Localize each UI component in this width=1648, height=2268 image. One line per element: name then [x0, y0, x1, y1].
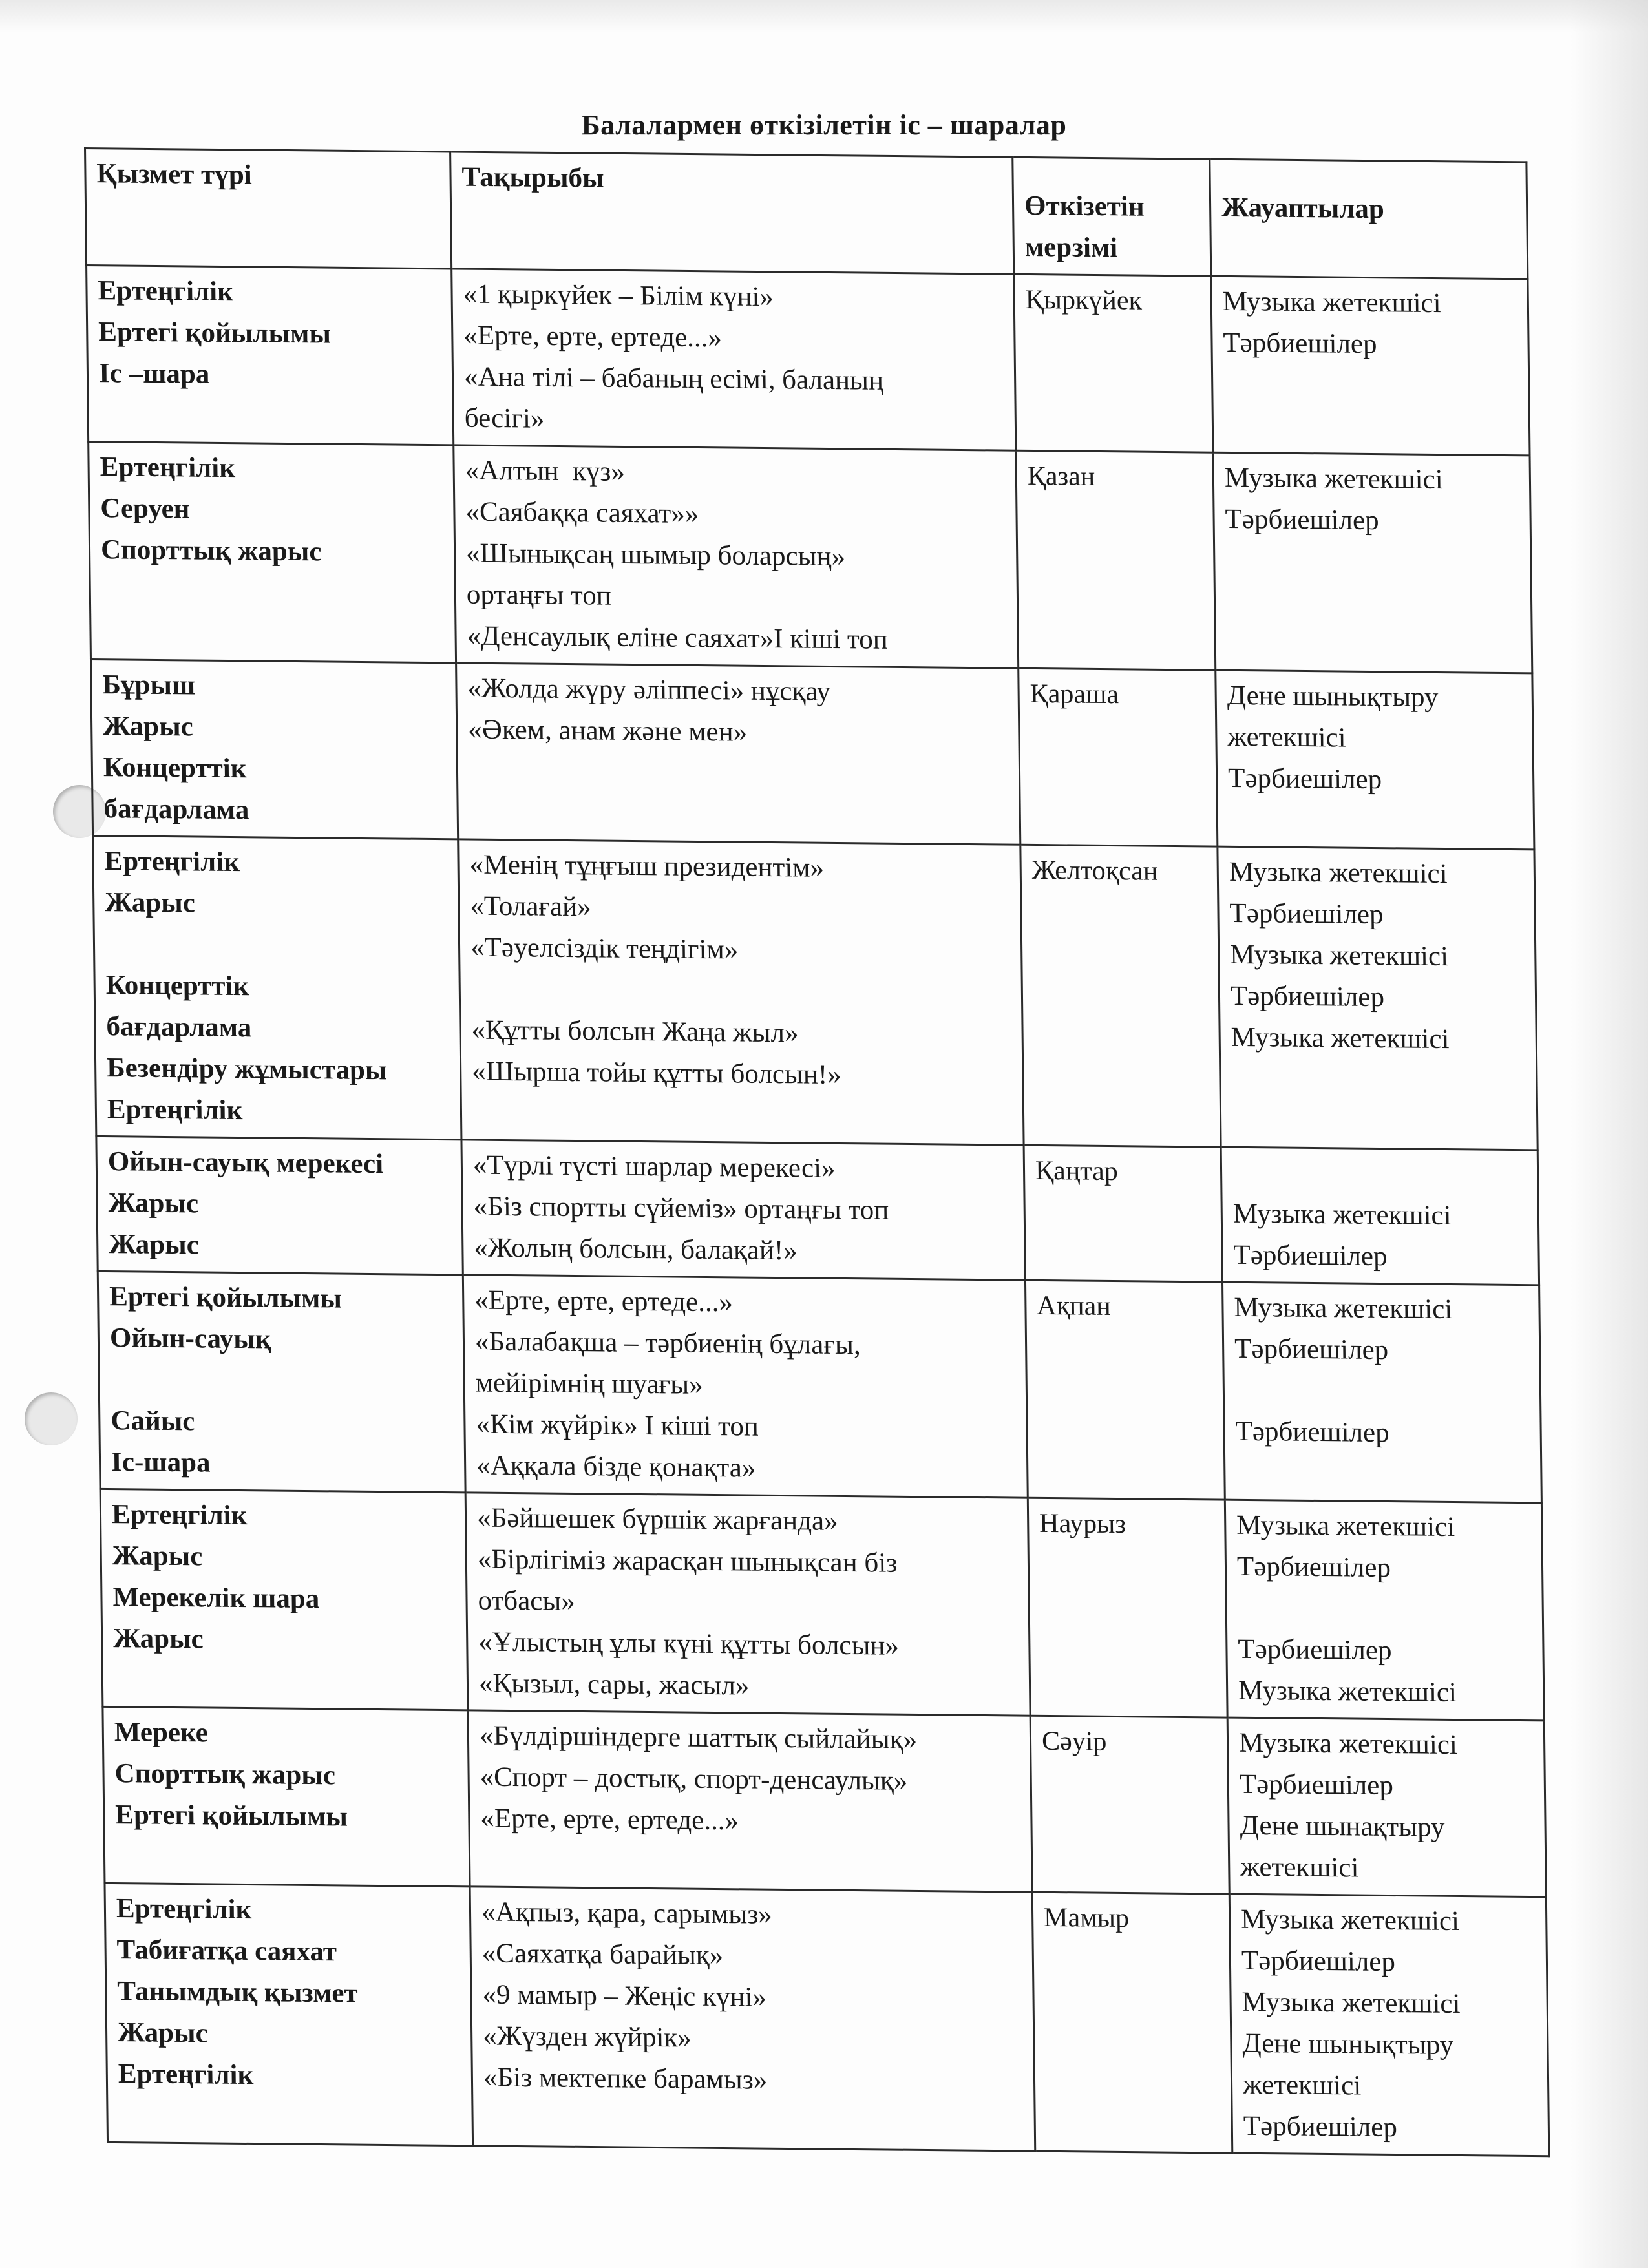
- responsible-line: Дене шынықтыру: [1227, 680, 1439, 713]
- header-responsible: [1210, 159, 1528, 279]
- responsible-line: Музыка жетекшісі: [1240, 1904, 1460, 1937]
- responsible-line: жетекшісі: [1240, 1851, 1359, 1884]
- activity-type-line: Ертеңгілік: [118, 2059, 254, 2091]
- activity-type-line: Жарыс: [117, 2017, 208, 2049]
- month-label: Қараша: [1030, 678, 1119, 710]
- scan-top-shadow: [0, 0, 1648, 32]
- topic-line: «Ақпыз, қара, сарымыз»: [481, 1896, 772, 1930]
- activity-types-cell: [96, 1136, 463, 1274]
- topics-cell: [456, 663, 1020, 845]
- topics-cell: [461, 1140, 1026, 1280]
- topic-line: «Әкем, анам және мен»: [467, 714, 748, 748]
- events-table-wrapper: [84, 147, 1548, 2157]
- activity-types-cell: [93, 835, 461, 1139]
- topic-line: «Жолда жүру әліппесі» нұсқау: [467, 673, 831, 707]
- responsible-line: Музыка жетекшісі: [1238, 1727, 1458, 1761]
- activity-type-line: Ертегі қойылымы: [109, 1281, 343, 1314]
- topic-line: «Ұлыстың ұлы күні құтты болсын»: [478, 1626, 900, 1661]
- header-topic: Тақырыбы: [450, 152, 1014, 274]
- topic-line: «Қызыл, сары, жасыл»: [478, 1668, 750, 1701]
- table-row: [105, 1883, 1549, 2156]
- table-row: [87, 266, 1530, 456]
- topic-line: «Менің тұңғыш президентім»: [469, 849, 825, 883]
- responsible-cell: [1227, 1717, 1546, 1897]
- activity-type-line: Ертеңгілік: [107, 1094, 243, 1126]
- month-label: Қазан: [1027, 461, 1095, 492]
- responsible-line: Тәрбиешілер: [1230, 980, 1385, 1013]
- activity-type-line: Серуен: [100, 493, 190, 525]
- activity-types-cell: [100, 1489, 468, 1710]
- topic-line: «Толағай»: [470, 890, 591, 923]
- activity-type-line: бағдарлама: [103, 793, 249, 826]
- responsible-cell: [1213, 452, 1532, 673]
- responsible-line: Музыка жетекшісі: [1229, 939, 1449, 972]
- activity-type-line: [105, 923, 450, 968]
- month-cell: [1024, 1145, 1222, 1282]
- responsible-line: Музыка жетекшісі: [1232, 1198, 1452, 1232]
- activity-type-line: Ертеңгілік: [111, 1499, 248, 1531]
- header-date-line1: Өткізетін: [1024, 190, 1145, 222]
- topic-line: «Денсаулық еліне саяхат»І кіші топ: [467, 620, 889, 655]
- responsible-line: Музыка жетекшісі: [1238, 1675, 1457, 1708]
- responsible-line: Тәрбиешілер: [1223, 327, 1377, 360]
- topic-line: «Шырша тойы құтты болсын!»: [471, 1056, 841, 1091]
- responsible-line: Музыка жетекшісі: [1234, 1292, 1453, 1325]
- scan-right-edge: [1570, 0, 1648, 2268]
- activity-types-cell: [103, 1706, 470, 1886]
- topic-line: «Спорт – достық, спорт-денсаулық»: [480, 1761, 908, 1796]
- responsible-line: Тәрбиешілер: [1229, 898, 1384, 930]
- topics-cell: [468, 1710, 1032, 1892]
- responsible-line: Тәрбиешілер: [1243, 2110, 1398, 2143]
- table-body: [87, 266, 1549, 2156]
- topics-cell: [458, 839, 1024, 1145]
- header-responsible-label: Жауаптылар: [1221, 192, 1385, 225]
- responsible-line: Музыка жетекшісі: [1229, 856, 1448, 890]
- topic-line: «Шынықсаң шымыр боларсың»: [465, 538, 846, 572]
- topic-line: «Алтын күз»: [465, 455, 626, 487]
- topic-line: «1 қыркүйек – Білім күні»: [463, 278, 774, 313]
- topic-line: «Жолың болсын, балақай!»: [474, 1232, 798, 1266]
- activity-type-line: Ертеңгілік: [100, 452, 236, 484]
- topics-cell: [452, 269, 1016, 450]
- table-row: [103, 1706, 1546, 1896]
- activity-type-line: Ертегі қойылымы: [115, 1800, 348, 1832]
- responsible-line: жетекшісі: [1242, 2069, 1362, 2101]
- activity-type-line: Жарыс: [108, 1229, 200, 1261]
- activity-type-line: Безендіру жұмыстары: [106, 1053, 387, 1086]
- responsible-line: Дене шынақтыру: [1240, 1810, 1445, 1843]
- responsible-line: Музыка жетекшісі: [1222, 286, 1441, 319]
- table-row: [89, 441, 1532, 673]
- activity-type-line: Ертеңгілік: [98, 275, 234, 308]
- activity-type-line: Спорттық жарыс: [114, 1758, 336, 1791]
- month-label: Наурыз: [1039, 1508, 1126, 1540]
- activity-type-line: Танымдық қызмет: [117, 1976, 358, 2009]
- topics-cell: [465, 1493, 1030, 1716]
- activity-type-line: бағдарлама: [106, 1011, 252, 1044]
- table-row: [96, 1136, 1539, 1285]
- responsible-line: [1232, 1152, 1528, 1196]
- topic-line: мейірімнің шуағы»: [475, 1367, 703, 1400]
- table-row: [90, 659, 1534, 849]
- month-cell: [1028, 1498, 1227, 1717]
- activity-type-line: Концерттік: [105, 970, 249, 1002]
- responsible-cell: [1221, 1147, 1539, 1285]
- topic-line: «Ана тілі – бабаның есімі, баланың: [463, 361, 884, 396]
- activity-type-line: Мереке: [114, 1717, 209, 1748]
- topic-line: «Түрлі түсті шарлар мерекесі»: [472, 1150, 836, 1184]
- topic-line: «Бірлігіміз жарасқан шынықсан біз: [477, 1544, 898, 1579]
- responsible-line: Тәрбиешілер: [1238, 1633, 1392, 1666]
- topic-line: «Бүлдіршіндерге шаттық сыйлайық»: [479, 1720, 918, 1755]
- activity-type-line: Ертеңгілік: [116, 1893, 252, 1926]
- responsible-line: Музыка жетекшісі: [1224, 462, 1443, 496]
- topic-line: «Жүзден жүйрік»: [482, 2021, 692, 2053]
- activity-types-cell: [90, 659, 458, 839]
- responsible-line: Тәрбиешілер: [1241, 1945, 1396, 1978]
- month-cell: [1016, 450, 1216, 670]
- topic-line: «Саябаққа саяхат»»: [465, 496, 699, 530]
- activity-types-cell: [98, 1271, 465, 1492]
- topic-line: «Біз мектепке барамыз»: [483, 2062, 768, 2095]
- activity-type-line: Сайыс: [111, 1405, 195, 1437]
- month-cell: [1030, 1716, 1229, 1894]
- activity-type-line: Жарыс: [104, 887, 196, 919]
- responsible-line: Тәрбиешілер: [1227, 762, 1382, 795]
- activity-type-line: Табиғатқа саяхат: [116, 1935, 337, 1968]
- activity-type-line: Концерттік: [103, 752, 247, 784]
- month-label: Ақпан: [1037, 1290, 1112, 1321]
- responsible-line: Дене шынықтыру: [1242, 2028, 1454, 2061]
- responsible-cell: [1223, 1282, 1542, 1503]
- month-cell: [1019, 668, 1218, 846]
- activity-type-line: Спорттық жарыс: [100, 534, 322, 567]
- topic-line: «Біз спортты сүйеміз» ортаңғы топ: [473, 1191, 889, 1226]
- responsible-line: [1237, 1588, 1533, 1632]
- responsible-line: Тәрбиешілер: [1235, 1416, 1389, 1449]
- activity-type-line: [110, 1359, 454, 1403]
- activity-type-line: Жарыс: [108, 1188, 199, 1219]
- topic-line: отбасы»: [478, 1585, 576, 1617]
- table-row: [100, 1489, 1544, 1720]
- topic-line: «Ерте, ерте, ертеде...»: [463, 320, 723, 353]
- topic-line: бесігі»: [464, 403, 545, 434]
- table-header-row: [85, 149, 1528, 279]
- topic-line: «Кім жүйрік» І кіші топ: [476, 1409, 759, 1442]
- responsible-line: Тәрбиешілер: [1234, 1333, 1389, 1366]
- responsible-line: Тәрбиешілер: [1236, 1551, 1391, 1584]
- responsible-line: Тәрбиешілер: [1233, 1239, 1388, 1272]
- month-cell: [1025, 1280, 1225, 1500]
- topic-line: «Балабақша – тәрбиенің бұлағы,: [474, 1326, 861, 1361]
- responsible-cell: [1225, 1500, 1544, 1721]
- topics-cell: [454, 445, 1019, 668]
- topic-line: «Аққала бізде қонақта»: [476, 1450, 756, 1484]
- topics-cell: [463, 1275, 1028, 1498]
- topic-line: «9 мамыр – Жеңіс күні»: [482, 1979, 767, 2013]
- header-date: [1013, 157, 1211, 276]
- activity-type-line: Бұрыш: [102, 669, 196, 701]
- topic-line: «Саяхатқа барайық»: [481, 1938, 724, 1971]
- activity-type-line: Ойын-сауық: [109, 1323, 271, 1355]
- activity-type-line: Ертеңгілік: [104, 846, 240, 878]
- responsible-line: Музыка жетекшісі: [1241, 1986, 1461, 2019]
- table-row: [98, 1271, 1541, 1502]
- activity-type-line: Жарыс: [112, 1623, 204, 1655]
- responsible-line: Музыка жетекшісі: [1231, 1022, 1450, 1055]
- responsible-line: жетекшісі: [1227, 721, 1346, 753]
- responsible-line: Музыка жетекшісі: [1236, 1509, 1455, 1543]
- responsible-cell: [1229, 1894, 1549, 2156]
- activity-type-line: Іс-шара: [111, 1447, 211, 1478]
- topic-line: «Ерте, ерте, ертеде...»: [480, 1803, 739, 1836]
- activity-types-cell: [105, 1883, 473, 2145]
- activity-type-line: Іс –шара: [98, 358, 210, 390]
- month-label: Қыркүйек: [1025, 284, 1143, 316]
- month-label: Сәуір: [1041, 1726, 1107, 1757]
- topic-line: «Тәуелсіздік теңдігім»: [470, 932, 739, 965]
- activity-types-cell: [89, 441, 456, 662]
- responsible-line: Тәрбиешілер: [1239, 1769, 1394, 1801]
- responsible-line: Тәрбиешілер: [1225, 503, 1379, 536]
- responsible-cell: [1211, 276, 1530, 456]
- page-title: Балалармен өткізілетін іс – шаралар: [581, 109, 1067, 141]
- activity-type-line: Мерекелік шара: [112, 1582, 320, 1615]
- topic-line: ортаңғы топ: [466, 579, 612, 611]
- topics-cell: [470, 1887, 1035, 2151]
- responsible-cell: [1216, 670, 1534, 850]
- activity-type-line: Ертегі қойылымы: [98, 317, 332, 350]
- month-cell: [1020, 845, 1221, 1147]
- events-table: [84, 147, 1550, 2157]
- table-row: [93, 835, 1538, 1150]
- responsible-cell: [1218, 846, 1537, 1150]
- month-cell: [1014, 274, 1213, 452]
- activity-types-cell: [87, 266, 454, 445]
- activity-type-line: Жарыс: [112, 1540, 203, 1572]
- month-label: Желтоқсан: [1031, 855, 1158, 887]
- header-type: Қызмет түрі: [85, 149, 452, 269]
- activity-type-line: Жарыс: [102, 711, 193, 742]
- month-label: Мамыр: [1043, 1902, 1130, 1934]
- topic-line: «Бәйшешек бүршік жарғанда»: [476, 1502, 838, 1537]
- header-date-line2: мерзімі: [1024, 231, 1118, 264]
- activity-type-line: Ойын-сауық мерекесі: [107, 1146, 384, 1180]
- punch-hole-bottom: [25, 1392, 78, 1445]
- month-cell: [1032, 1892, 1232, 2153]
- topic-line: «Ерте, ерте, ертеде...»: [474, 1285, 734, 1318]
- month-label: Қаңтар: [1035, 1155, 1118, 1187]
- topic-line: [470, 969, 1012, 1015]
- responsible-line: [1235, 1370, 1531, 1414]
- topic-line: «Құтты болсын Жаңа жыл»: [471, 1014, 799, 1049]
